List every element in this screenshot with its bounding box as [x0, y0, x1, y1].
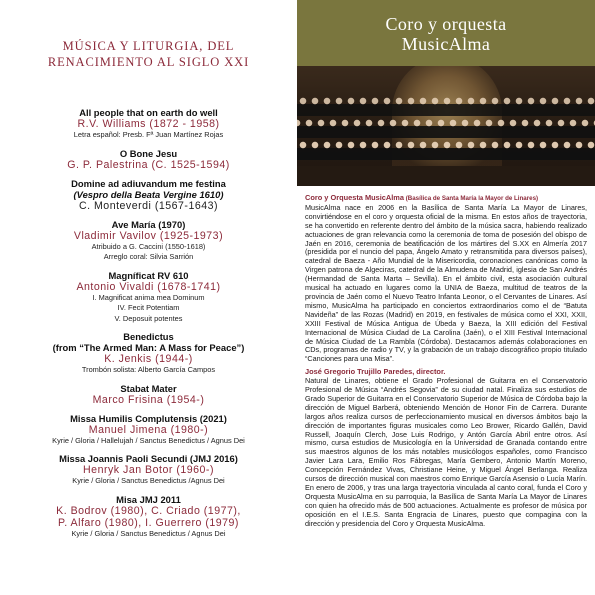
piece-title: Missa Joannis Paoli Secundi (JMJ 2016) — [59, 453, 238, 464]
piece-composer: Antonio Vivaldi (1678-1741) — [76, 280, 221, 293]
piece-composer: K. Bodrov (1980), C. Criado (1977), — [56, 504, 241, 517]
program-title — [10, 38, 287, 70]
choir-bio-heading: Coro y Orquesta MusicAlma (Basílica de Santa María la Mayor de Linares) — [305, 193, 539, 202]
ensemble-column — [297, 0, 595, 595]
piece-note: Kyrie / Gloria / Hallelujah / Sanctus Benedictus / Agnus Dei — [52, 435, 245, 445]
program-item — [6, 178, 291, 212]
choir-bio-paragraph — [305, 194, 587, 364]
piece-note: Arreglo coral: Silvia Sarrión — [103, 252, 194, 261]
piece-note: Kyrie / Gloria / Sanctus Benedictus / Agnus Dei — [71, 528, 226, 538]
program-item — [6, 331, 291, 376]
piece-title: Magníficat RV 610 — [108, 269, 189, 281]
choir-row — [297, 138, 595, 160]
piece-title: Domine ad adiuvandum me festina — [71, 177, 226, 189]
piece-title: Ave María (1970) — [111, 218, 186, 230]
piece-composer: K. Jenkis (1944-) — [104, 353, 193, 365]
program-title-line-1: MÚSICA Y LITURGIA, DEL — [62, 39, 235, 53]
piece-composer: Manuel Jimena (1980-) — [88, 423, 209, 436]
program-item — [6, 453, 291, 487]
program-item — [6, 219, 291, 263]
piece-title: Misa JMJ 2011 — [116, 493, 181, 505]
piece-title: Benedictus — [123, 331, 174, 342]
piece-title: Missa Humilis Complutensis (2021) — [70, 412, 227, 424]
program-column — [0, 0, 297, 595]
program-item — [6, 148, 291, 171]
piece-composer: Henryk Jan Botor (1960-) — [83, 464, 214, 476]
piece-note: Atribuido a G. Caccini (1550-1618) — [91, 241, 206, 251]
program-item — [6, 494, 291, 540]
ensemble-bio — [305, 194, 587, 533]
director-bio-text: Natural de Linares, obtiene el Grado Profesional de Guitarra en el Conservatorio Profesional de Música “Andrés Segovia” de su ciudad natal. Finaliza sus estudios de Grado Superior de Guitarra en el Conservatorio Superior de Música de Córdoba bajo la dirección de Miguel Barberá, obteniendo Mención de Honor Fin de Carrera. Durante largos años realiza cursos de perfeccionamiento musical en diversos ámbitos bajo la dirección de importantes figuras musicales como Leo Brower, Ricardo Gallén, David Russell, Joaquín Clerch, Jose Luis Rodrigo, y Antón García Abril entre otros. Así mismo, cursa estudios de Musicología en la Universidad de Granada contando entre sus maestros algunos de los más notables musicólogos españoles, como Francisco Javier Lara Lara, Emilio Ros Fábregas, María Gembero, Antonio Martín Moreno, Concepción Fernández Vivas, Christiane Heine, y Miguel Ángel Berlanga. Realiza cursos de dirección musical con maestros como Enrique García Asensio o Lucía Marín. En enero de 2006, y tras una larga trayectoria vinculada al canto coral, funda el Coro y Orquesta MusicAlma en su parroquia, la Basílica de Santa María La Mayor de Linares con quien ha ofrecido más de 500 actuaciones. Actualmente es profesor de música por oposición en el I.E.S. Santa Engracia de Linares, puesto que compagina con la dirección y presidencia del Coro y Orquesta MusicAlma. — [305, 376, 587, 528]
piece-composer: R.V. Williams (1872 - 1958) — [77, 118, 220, 130]
director-bio-paragraph — [305, 368, 587, 528]
piece-subtitle: (Vespro della Beata Vergine 1610) — [73, 188, 224, 200]
ensemble-title — [297, 14, 595, 54]
ensemble-title-line-1: Coro y orquesta — [385, 14, 507, 34]
program-item — [6, 270, 291, 325]
choir-bio-text: MusicAlma nace en 2006 en la Basílica de Santa María La Mayor de Linares, convirtiéndose en el coro y orquesta oficial de la misma. En estos años de trayectoria, se ha convertido en referente dentro del ámbito de la música sacra, habiendo realizado actuaciones de gran relevancia como la ceremonia de toma de posesión del obispo de Jaén en 2016, ceremonia de beatificación de los mártires del S.XX en Almería 2017 (presidida por el nuncio del papa, Ángelo Amato y retransmitida para diversos países), catedral de Baeza - Año Mundial de la Misericordia, coronaciones canónicas como la Virgen patrona de Algeciras, catedral de la Almudena de Madrid, iglesia de San Andrés (Hermandad de Santa Marta – Sevilla). En el ámbito civil, esta asociación cultural musical ha actuado en lugares como la UNIA de Baeza, multitud de teatros de la provincia de Jaén como el Nuevo Teatro Infanta Leonor, o el Cervantes de Linares. Así mismo, MusicAlma ha participado en conciertos extraordinarios como el de “Batuta Navideña” de las Rozas (Madrid) en 2019, en festivales de música como el XXI, XXII, XXIII Festival de Música Antigua de Úbeda y Baeza, la XIII edición del Festival Internacional de Música Ciudad de La Carolina (Jaén), o el XIII Festival Internacional de Música Ciudad de La Rambla (Córdoba). Destacamos además colaboraciones en CDs, programas de radio y TV, y la grabación de un trabajo discográfico propio titulado “Canciones para una Misa”. — [305, 202, 587, 364]
piece-note: Kyrie / Gloria / Sanctus Benedictus /Agnus Dei — [72, 476, 225, 485]
program-list — [6, 107, 291, 546]
piece-note: V. Deposuit potentes — [114, 313, 183, 323]
piece-title: All people that on earth do well — [79, 107, 218, 118]
piece-subtitle: (from “The Armed Man: A Mass for Peace”) — [52, 342, 245, 353]
piece-composer: Marco Frisina (1954-) — [92, 393, 205, 406]
program-item — [6, 383, 291, 406]
program-item — [6, 107, 291, 141]
church-floor — [297, 166, 595, 186]
piece-composer: C. Monteverdi (1567-1643) — [78, 199, 219, 212]
piece-composer: P. Alfaro (1980), I. Guerrero (1979) — [58, 516, 239, 529]
piece-note: I. Magnificat anima mea Dominum — [92, 292, 205, 302]
ensemble-title-line-2: MusicAlma — [401, 34, 491, 54]
ensemble-header — [297, 0, 595, 66]
choir-photo — [297, 66, 595, 186]
program-title-line-2: RENACIMIENTO AL SIGLO XXI — [47, 55, 250, 69]
piece-title: Stabat Mater — [120, 382, 177, 394]
piece-note: Trombón solista: Alberto García Campos — [81, 365, 216, 374]
piece-composer: Vladimir Vavilov (1925-1973) — [73, 229, 224, 242]
choir-row — [297, 94, 595, 116]
program-item — [6, 413, 291, 447]
piece-note: Letra español: Presb. Fª Juan Martínez Rojas — [73, 130, 224, 139]
piece-composer: G. P. Palestrina (C. 1525-1594) — [67, 158, 230, 171]
piece-note: IV. Fecit Potentiam — [117, 303, 180, 312]
director-bio-heading: José Gregorio Trujillo Paredes, director. — [305, 367, 446, 377]
piece-title: O Bone Jesu — [119, 147, 178, 159]
choir-row — [297, 116, 595, 138]
